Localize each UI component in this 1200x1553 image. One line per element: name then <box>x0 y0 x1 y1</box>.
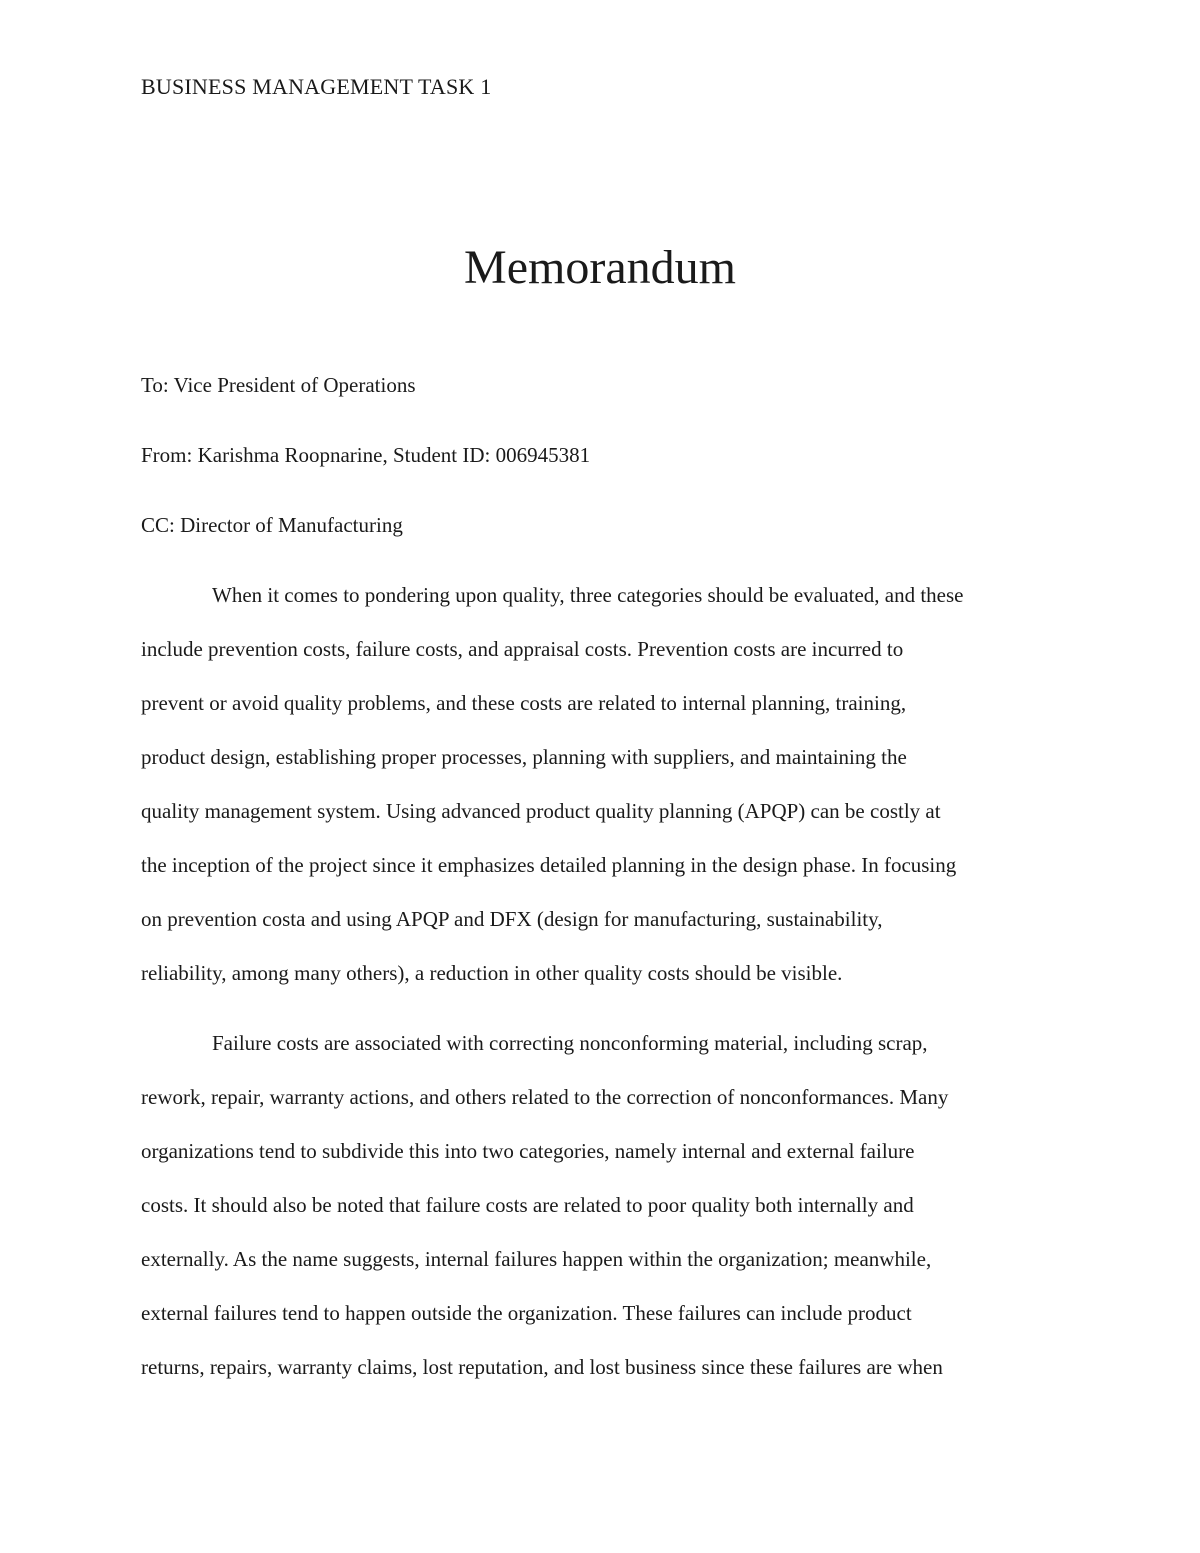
paragraph-line: Failure costs are associated with correcting nonconforming material, including scrap, <box>212 1031 928 1055</box>
paragraph-line: include prevention costs, failure costs, and appraisal costs. Prevention costs are incurred to <box>141 637 904 661</box>
paragraph-line: external failures tend to happen outside the organization. These failures can include product <box>141 1301 912 1325</box>
body-paragraph-prevention-costs <box>141 568 1059 1000</box>
memo-title: Memorandum <box>464 241 736 294</box>
paragraph-line: organizations tend to subdivide this into two categories, namely internal and external failure <box>141 1139 915 1163</box>
paragraph-line: the inception of the project since it emphasizes detailed planning in the design phase. In focusing <box>141 853 957 877</box>
running-head: BUSINESS MANAGEMENT TASK 1 <box>141 74 492 99</box>
paragraph-line: costs. It should also be noted that failure costs are related to poor quality both internally and <box>141 1193 914 1217</box>
memo-to-line: To: Vice President of Operations <box>141 373 416 397</box>
paragraph-line: returns, repairs, warranty claims, lost reputation, and lost business since these failures are when <box>141 1355 943 1379</box>
paragraph-line: quality management system. Using advanced product quality planning (APQP) can be costly at <box>141 799 941 823</box>
paragraph-line: When it comes to pondering upon quality, three categories should be evaluated, and these <box>212 583 964 607</box>
paragraph-line: externally. As the name suggests, internal failures happen within the organization; meanwhile, <box>141 1247 932 1271</box>
memo-from-line: From: Karishma Roopnarine, Student ID: 006945381 <box>141 443 591 467</box>
paragraph-line: on prevention costa and using APQP and DFX (design for manufacturing, sustainability, <box>141 907 883 931</box>
paragraph-line: reliability, among many others), a reduction in other quality costs should be visible. <box>141 961 843 985</box>
paragraph-line: product design, establishing proper processes, planning with suppliers, and maintaining the <box>141 745 907 769</box>
memo-cc-line: CC: Director of Manufacturing <box>141 513 403 537</box>
paragraph-line: prevent or avoid quality problems, and these costs are related to internal planning, training, <box>141 691 907 715</box>
paragraph-line: rework, repair, warranty actions, and others related to the correction of nonconformances. Many <box>141 1085 949 1109</box>
body-paragraph-failure-costs <box>141 1016 1059 1394</box>
